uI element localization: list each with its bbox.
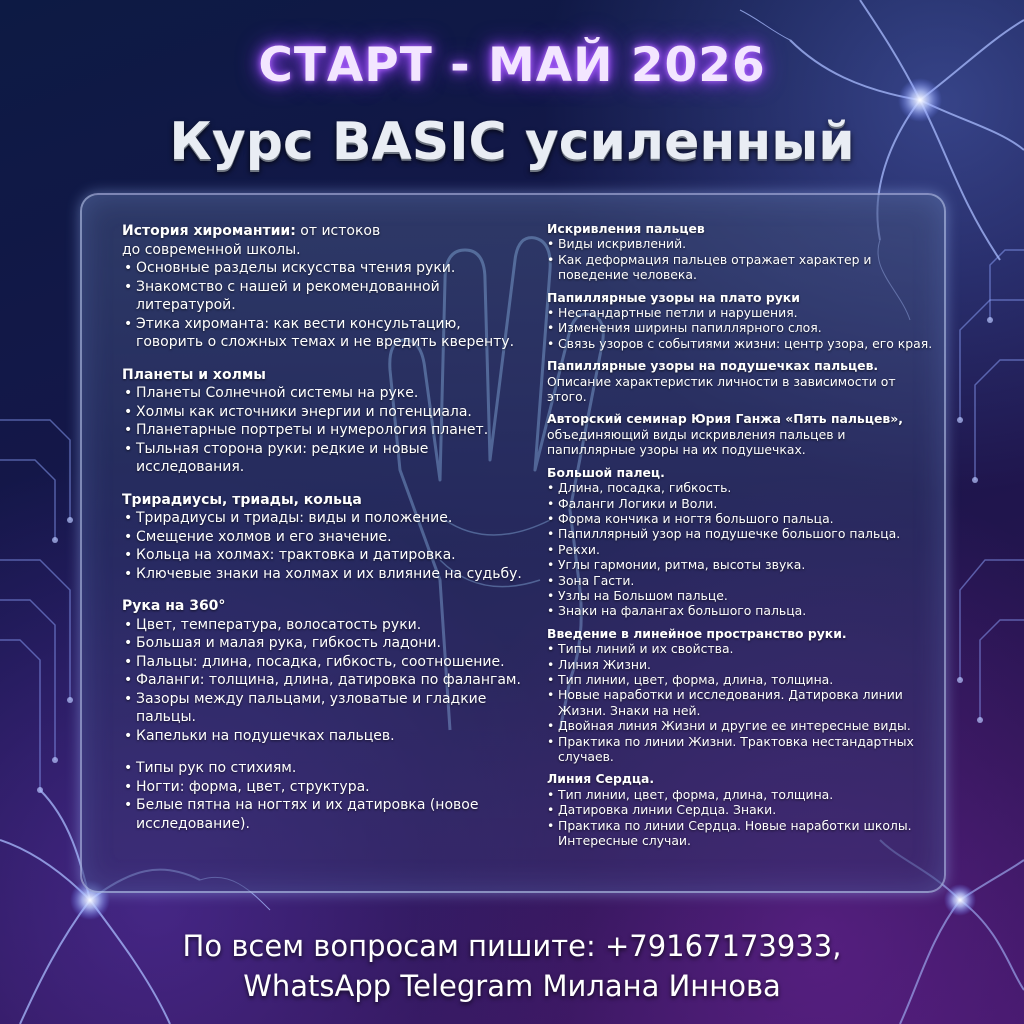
list-item: • Новые наработки и исследования. Датировка линии Жизни. Знаки на ней.	[547, 687, 937, 718]
list-item: • Зона Гасти.	[547, 573, 937, 588]
list-item: • Типы рук по стихиям.	[122, 759, 532, 778]
section-title-rest: от истоков	[295, 223, 381, 239]
list-item: • Ногти: форма, цвет, структура.	[122, 778, 532, 797]
list-item: • Длина, посадка, гибкость.	[547, 480, 937, 495]
list-item: • Тип линии, цвет, форма, длина, толщина.	[547, 787, 937, 802]
section-title-bold: Планеты и холмы	[122, 366, 266, 383]
list-item: • Как деформация пальцев отражает характер и поведение человека.	[547, 252, 937, 283]
course-section	[122, 222, 532, 352]
list-item: • Цвет, температура, волосатость руки.	[122, 616, 532, 635]
section-title-bold: Авторский семинар Юрия Ганжа «Пять пальцев»,	[547, 411, 903, 427]
section-title-bold: История хиромантии:	[122, 223, 296, 239]
right-column	[547, 221, 937, 855]
list-item: • Белые пятна на ногтях и их датировка (новое исследование).	[122, 796, 532, 833]
list-item: • Двойная линия Жизни и другие ее интересные виды.	[547, 718, 937, 733]
contact-line-messengers: WhatsApp Telegram Милана Иннова	[243, 969, 781, 1003]
start-date-title: СТАРТ - МАЙ 2026	[258, 38, 766, 93]
course-section	[547, 358, 937, 404]
list-item: • Практика по линии Жизни. Трактовка нестандартных случаев.	[547, 734, 937, 765]
section-text: Описание характеристик личности в зависимости от этого.	[547, 373, 896, 405]
list-item: • Планеты Солнечной системы на руке.	[122, 384, 532, 403]
circuit-lines-right	[960, 250, 1024, 720]
section-title-bold: Трирадиусы, триады, кольца	[122, 491, 362, 508]
section-title	[547, 771, 937, 786]
list-item: • Большая и малая рука, гибкость ладони.	[122, 634, 532, 653]
list-item: • Связь узоров с событиями жизни: центр узора, его края.	[547, 336, 937, 351]
circuit-lines-left	[0, 420, 70, 790]
list-item: • Фаланги Логики и Воли.	[547, 496, 937, 511]
list-item: • Капельки на подушечках пальцев.	[122, 727, 532, 746]
section-text: объединяющий виды искривления пальцев и папиллярные узоры на их подушечках.	[547, 426, 846, 458]
section-title-bold: Линия Сердца.	[547, 771, 655, 787]
contact-line-phone: По всем вопросам пишите: +79167173933,	[182, 929, 842, 963]
section-title	[122, 222, 532, 241]
list-item: • Папиллярный узор на подушечке большого пальца.	[547, 526, 937, 541]
course-section	[547, 411, 937, 457]
list-item: • Ключевые знаки на холмах и их влияние на судьбу.	[122, 565, 532, 584]
list-item: • Фаланги: толщина, длина, датировка по фалангам.	[122, 671, 532, 690]
list-item: • Холмы как источники энергии и потенциала.	[122, 403, 532, 422]
list-item: • Нестандартные петли и нарушения.	[547, 305, 937, 320]
list-item: • Углы гармонии, ритма, высоты звука.	[547, 557, 937, 572]
course-section	[547, 221, 937, 283]
section-title-bold: Большой палец.	[547, 464, 665, 480]
list-item: • Виды искривлений.	[547, 236, 937, 251]
list-item: • Тип линии, цвет, форма, длина, толщина.	[547, 672, 937, 687]
list-item: • Изменения ширины папиллярного слоя.	[547, 320, 937, 335]
section-title	[122, 366, 532, 385]
contact-footer	[0, 926, 1024, 1006]
list-item: • Тыльная сторона руки: редкие и новые исследования.	[122, 440, 532, 477]
section-title	[547, 358, 937, 373]
course-section	[547, 465, 937, 619]
section-title	[547, 626, 937, 641]
list-item: • Основные разделы искусства чтения руки.	[122, 259, 532, 278]
course-section	[547, 290, 937, 352]
course-section	[547, 771, 937, 848]
list-item: • Знакомство с нашей и рекомендованной литературой.	[122, 278, 532, 315]
list-item: • Рекхи.	[547, 542, 937, 557]
course-section	[122, 491, 532, 584]
section-title	[547, 411, 937, 426]
list-item: • Линия Жизни.	[547, 657, 937, 672]
section-title-bold: Рука на 360°	[122, 598, 226, 614]
left-column	[122, 222, 532, 847]
section-subtitle: до современной школы.	[122, 241, 301, 258]
section-title	[547, 465, 937, 480]
course-section	[547, 626, 937, 765]
list-item: • Форма кончика и ногтя большого пальца.	[547, 511, 937, 526]
list-item: • Этика хироманта: как вести консультацию, говорить о сложных темах и не вредить кверенту.	[122, 315, 532, 352]
course-section	[122, 597, 532, 745]
list-item: • Смещение холмов и его значение.	[122, 528, 532, 547]
list-item: • Типы линий и их свойства.	[547, 641, 937, 656]
list-item: • Пальцы: длина, посадка, гибкость, соотношение.	[122, 653, 532, 672]
section-title	[122, 491, 532, 510]
section-title-bold: Папиллярные узоры на плато руки	[547, 289, 800, 305]
section-title-bold: Папиллярные узоры на подушечках пальцев.	[547, 358, 879, 374]
section-title	[122, 597, 532, 616]
section-title	[547, 221, 937, 236]
list-item: • Датировка линии Сердца. Знаки.	[547, 802, 937, 817]
section-title-bold: Искривления пальцев	[547, 221, 705, 236]
list-item: • Знаки на фалангах большого пальца.	[547, 603, 937, 618]
course-title: Курс BASIC усиленный	[169, 112, 855, 172]
list-item: • Трирадиусы и триады: виды и положение.	[122, 509, 532, 528]
list-item: • Практика по линии Сердца. Новые наработки школы. Интересные случаи.	[547, 818, 937, 849]
list-item: • Кольца на холмах: трактовка и датировка.	[122, 546, 532, 565]
list-item: • Планетарные портреты и нумерология планет.	[122, 421, 532, 440]
course-section	[122, 366, 532, 477]
section-title	[547, 290, 937, 305]
section-title-bold: Введение в линейное пространство руки.	[547, 625, 847, 641]
list-item: • Узлы на Большом пальце.	[547, 588, 937, 603]
course-section	[122, 759, 532, 833]
list-item: • Зазоры между пальцами, узловатые и гладкие пальцы.	[122, 690, 532, 727]
